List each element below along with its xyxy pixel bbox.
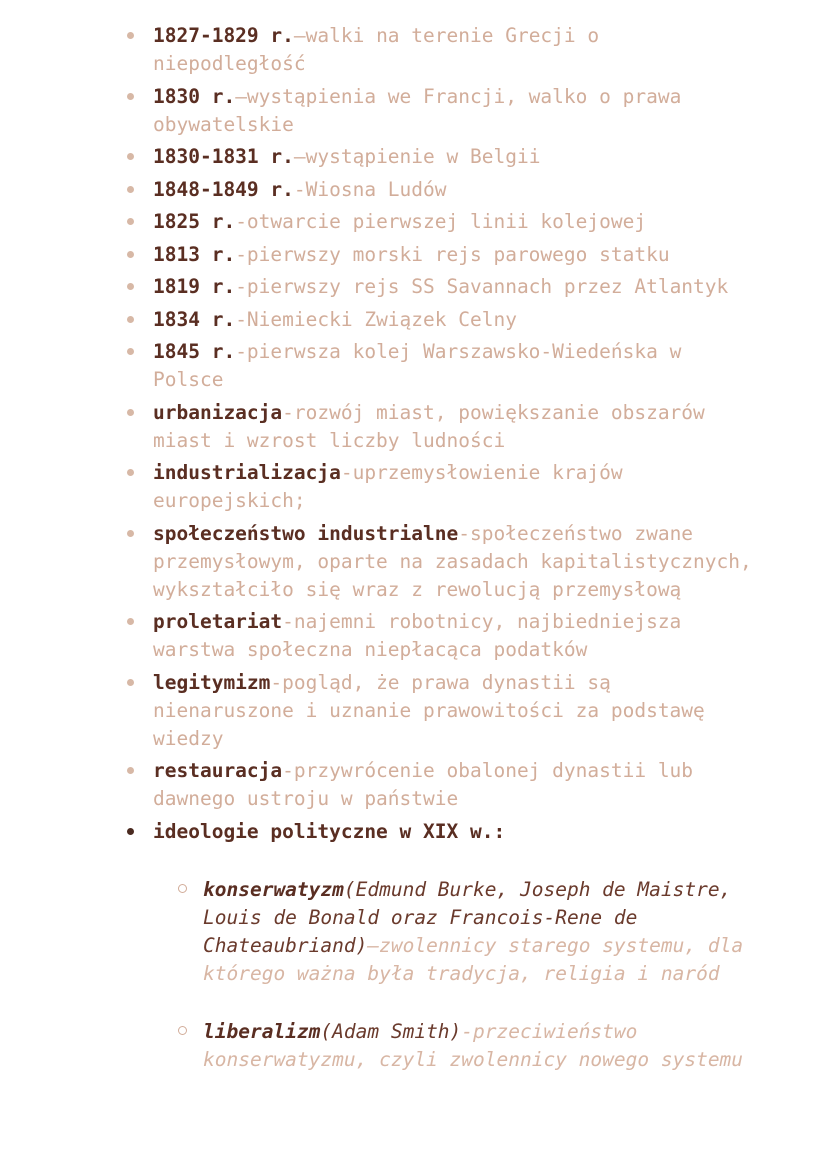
bullet-icon — [127, 409, 134, 416]
list-item — [153, 83, 813, 139]
item-definition: -pierwszy morski rejs parowego statku — [235, 242, 670, 266]
sub-representatives: (Adam Smith) — [320, 1019, 462, 1043]
sub-definition: -przeciwieństwo konserwatyzmu, czyli zwolennicy nowego systemu — [203, 1019, 744, 1071]
list-item — [153, 399, 813, 455]
item-term: 1848-1849 r. — [153, 177, 294, 201]
item-definition: -najemni robotnicy, najbiedniejsza warstwa społeczna niepłacąca podatków — [153, 610, 682, 661]
list-item-ideologies — [153, 818, 813, 1132]
item-definition: –walki na terenie Grecji o niepodległość — [153, 24, 600, 75]
list-item — [153, 306, 813, 334]
sub-term: liberalizm — [203, 1019, 321, 1043]
item-term: urbanizacja — [153, 400, 283, 424]
item-definition: -pierwsza kolej Warszawsko-Wiedeńska w Polsce — [153, 340, 682, 391]
item-term: 1813 r. — [153, 242, 236, 266]
bullet-icon — [127, 93, 134, 100]
list-item — [153, 143, 813, 171]
list-item — [153, 669, 813, 753]
list-item — [153, 338, 813, 394]
circle-bullet-icon — [178, 884, 187, 893]
sub-representatives: (Edmund Burke, Joseph de Maistre, Louis de Bonald oraz Francois-Rene de Chateaubriand) — [203, 877, 732, 957]
bullet-icon — [127, 32, 134, 39]
item-definition: -otwarcie pierwszej linii kolejowej — [235, 210, 647, 233]
bullet-icon — [127, 153, 134, 160]
ideologies-sublist — [203, 848, 823, 1104]
bullet-icon — [127, 283, 134, 290]
item-definition: -uprzemysłowienie krajów europejskich; — [153, 461, 623, 512]
bullet-icon — [127, 348, 134, 355]
item-definition: -Wiosna Ludów — [293, 177, 447, 201]
item-term: 1845 r. — [153, 340, 236, 363]
bullet-icon — [127, 767, 134, 774]
item-definition: -przywrócenie obalonej dynastii lub dawnego ustroju w państwie — [153, 759, 694, 810]
item-term: restauracja — [153, 759, 283, 782]
notes-list — [153, 22, 813, 1136]
item-term: 1834 r. — [153, 307, 236, 331]
item-definition: –wystąpienia we Francji, walko o prawa obywatelskie — [153, 84, 682, 136]
bullet-icon — [127, 186, 134, 193]
sublist-item — [203, 876, 823, 988]
item-term: 1827-1829 r. — [153, 24, 294, 47]
item-term: społeczeństwo industrialne — [153, 521, 459, 545]
list-item — [153, 22, 813, 78]
bullet-icon — [127, 316, 134, 323]
item-term: 1825 r. — [153, 210, 236, 233]
item-definition: -Niemiecki Związek Celny — [235, 307, 517, 331]
list-item — [153, 208, 813, 236]
bullet-icon — [127, 530, 134, 537]
bullet-icon — [127, 218, 134, 225]
bullet-icon — [127, 679, 134, 686]
item-term: legitymizm — [153, 670, 271, 694]
item-definition: -pierwszy rejs SS Savannach przez Atlantyk — [235, 275, 729, 298]
item-definition: -rozwój miast, powiększanie obszarów miast i wzrost liczby ludności — [153, 400, 705, 452]
list-item — [153, 520, 813, 604]
bullet-icon — [127, 469, 134, 476]
circle-bullet-icon — [178, 1026, 187, 1035]
list-item — [153, 608, 813, 664]
sub-definition: –zwolennicy starego systemu, dla którego ważna była tradycja, religia i naród — [203, 933, 744, 985]
list-item — [153, 176, 813, 204]
ideologies-heading: ideologie polityczne w XIX w.: — [153, 819, 506, 843]
sublist-item — [203, 1018, 823, 1074]
bullet-icon — [127, 251, 134, 258]
item-definition: -społeczeństwo zwane przemysłowym, oparte na zasadach kapitalistycznych, wykształciło się wraz z rewolucją przemysłową — [153, 521, 752, 601]
item-term: 1830-1831 r. — [153, 145, 294, 168]
item-term: proletariat — [153, 610, 283, 633]
item-definition: –wystąpienie w Belgii — [293, 145, 541, 168]
bullet-icon — [127, 828, 134, 835]
item-term: industrializacja — [153, 461, 341, 484]
item-term: 1819 r. — [153, 275, 236, 298]
list-item — [153, 273, 813, 301]
item-term: 1830 r. — [153, 84, 236, 108]
item-definition: -pogląd, że prawa dynastii są nienaruszone i uznanie prawowitości za podstawę wiedzy — [153, 670, 705, 750]
list-item — [153, 757, 813, 813]
bullet-icon — [127, 618, 134, 625]
list-item — [153, 241, 813, 269]
sub-term: konserwatyzm — [203, 877, 344, 901]
list-item — [153, 459, 813, 515]
